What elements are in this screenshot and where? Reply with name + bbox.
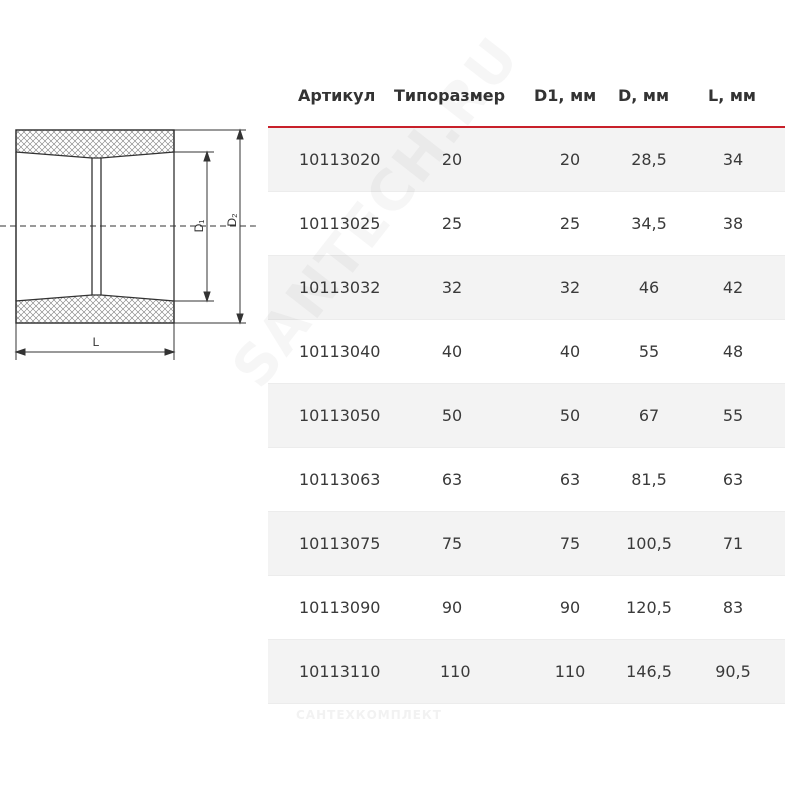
cell-article: 10113110 [299, 662, 381, 681]
table-row [268, 448, 785, 512]
cell-l: 71 [722, 534, 744, 553]
cell-article: 10113090 [299, 598, 381, 617]
upper-wall-section [16, 130, 174, 158]
outer-outline [16, 130, 174, 323]
cell-d: 55 [638, 342, 660, 361]
cell-size: 40 [441, 342, 463, 361]
table-row [268, 128, 785, 192]
cell-d: 120,5 [626, 598, 672, 617]
header-l: L, мм [708, 86, 756, 105]
cell-d: 34,5 [631, 214, 667, 233]
cell-d1: 75 [559, 534, 581, 553]
cell-article: 10113050 [299, 406, 381, 425]
table-row [268, 576, 785, 640]
table-header [268, 70, 785, 128]
cell-d: 81,5 [631, 470, 667, 489]
coupling-body [0, 130, 260, 323]
cell-article: 10113040 [299, 342, 381, 361]
cell-size: 32 [441, 278, 463, 297]
cell-d1: 32 [559, 278, 581, 297]
cell-d1: 20 [559, 150, 581, 169]
cell-l: 83 [722, 598, 744, 617]
table-row [268, 512, 785, 576]
table-row [268, 320, 785, 384]
d1-label: D₁ [192, 219, 206, 233]
cell-d1: 110 [554, 662, 586, 681]
header-d1: D1, мм [534, 86, 597, 105]
cell-article: 10113063 [299, 470, 381, 489]
cell-size: 75 [441, 534, 463, 553]
cell-size: 20 [441, 150, 463, 169]
header-size: Типоразмер [394, 86, 506, 105]
cell-article: 10113020 [299, 150, 381, 169]
cell-l: 42 [722, 278, 744, 297]
cell-article: 10113025 [299, 214, 381, 233]
cell-d: 67 [638, 406, 660, 425]
dimensions-table [268, 70, 785, 704]
cell-size: 50 [441, 406, 463, 425]
cell-d1: 63 [559, 470, 581, 489]
footer-watermark: САНТЕХКОМПЛЕКТ [296, 708, 442, 722]
d2-label: D₂ [225, 213, 239, 227]
cell-size: 63 [441, 470, 463, 489]
header-d: D, мм [618, 86, 670, 105]
cell-l: 38 [722, 214, 744, 233]
table-row [268, 384, 785, 448]
cell-l: 48 [722, 342, 744, 361]
cell-size: 90 [441, 598, 463, 617]
table-row [268, 640, 785, 704]
coupling-technical-drawing [0, 110, 270, 380]
cell-size: 110 [440, 662, 471, 681]
cell-size: 25 [441, 214, 463, 233]
header-article: Артикул [298, 86, 376, 105]
cell-l: 55 [722, 406, 744, 425]
lower-wall-section [16, 295, 174, 323]
cell-d1: 90 [559, 598, 581, 617]
cell-l: 34 [722, 150, 744, 169]
cell-article: 10113075 [299, 534, 381, 553]
cell-d: 146,5 [626, 662, 672, 681]
cell-article: 10113032 [299, 278, 381, 297]
cell-d1: 40 [559, 342, 581, 361]
dimension-lines [16, 130, 246, 360]
cell-d: 46 [638, 278, 660, 297]
length-label: L [92, 335, 100, 349]
cell-l: 63 [722, 470, 744, 489]
cell-d1: 25 [559, 214, 581, 233]
cell-l: 90,5 [715, 662, 751, 681]
cell-d1: 50 [559, 406, 581, 425]
cell-d: 100,5 [626, 534, 672, 553]
cell-d: 28,5 [631, 150, 667, 169]
